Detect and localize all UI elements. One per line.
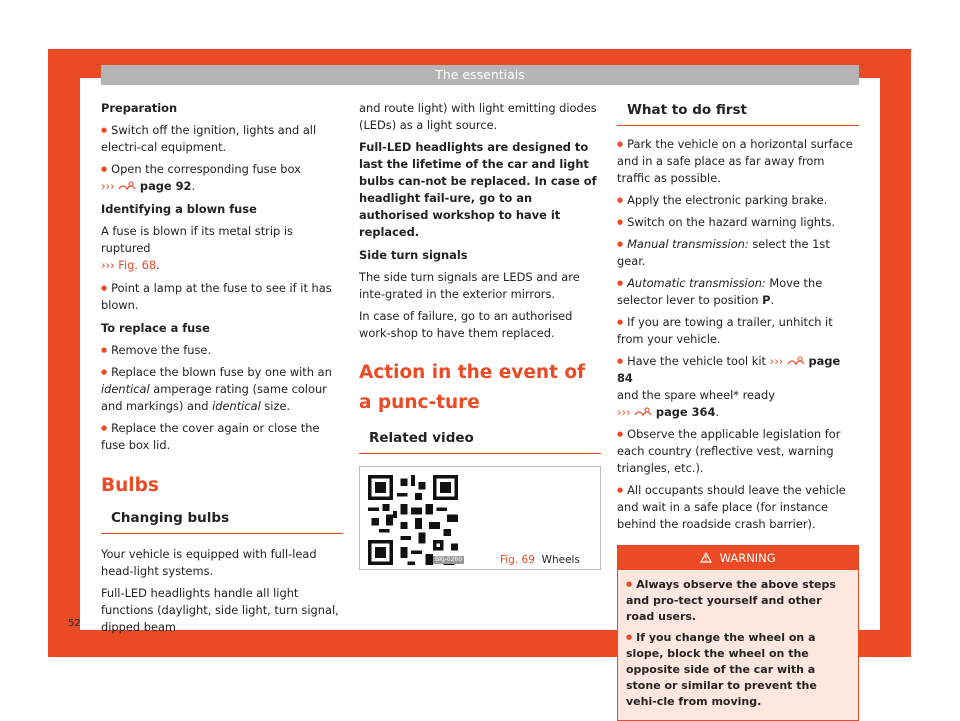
first-step-6: ● If you are towing a trailer, unhitch it from your vehicle. — [617, 314, 859, 348]
step-switch-off: ● Switch off the ignition, lights and all electri-cal equipment. — [101, 122, 343, 156]
figure-69 — [359, 466, 601, 570]
figure-code: BKJ-0260 — [435, 556, 463, 563]
related-video-heading: Related video — [359, 428, 601, 454]
book-reference-icon — [634, 407, 652, 417]
column-left — [101, 100, 343, 641]
column-right — [617, 100, 859, 721]
first-step-7: ● Have the vehicle tool kit ››› page 84 and the spare wheel* ready ››› page 364. — [617, 353, 859, 421]
page-link-92[interactable]: page 92 — [139, 179, 192, 193]
warning-item-1: ● Always observe the above steps and pro-tect yourself and other road users. — [626, 576, 850, 625]
warning-header: WARNING — [618, 546, 858, 570]
identify-text: A fuse is blown if its metal strip is ruptured ››› Fig. 68. — [101, 224, 293, 272]
identify-heading: Identifying a blown fuse — [101, 202, 257, 216]
warning-item-2: ● If you change the wheel on a slope, block the wheel on the opposite side of the car with a stone or similar to prevent the vehi-cle from moving. — [626, 629, 850, 710]
page-number: 52 — [68, 618, 81, 629]
fig-68-link[interactable]: ››› Fig. 68 — [101, 258, 157, 272]
step-open-fuse-box: ● Open the corresponding fuse box ››› page 92. — [101, 161, 343, 195]
replace-step-3: ● Replace the cover again or close the fuse box lid. — [101, 420, 343, 454]
first-step-4: ● Manual transmission: select the 1st gear. — [617, 236, 859, 270]
first-step-2: ● Apply the electronic parking brake. — [617, 192, 859, 209]
first-step-5: ● Automatic transmission: Move the selector lever to position P. — [617, 275, 859, 309]
page-link-84[interactable]: page 84 — [617, 354, 841, 385]
puncture-heading: Action in the event of a punc-ture — [359, 362, 586, 413]
figure-caption: Fig. 69 Wheels — [500, 554, 580, 566]
qr-code-icon[interactable] — [368, 475, 458, 565]
first-step-3: ● Switch on the hazard warning lights. — [617, 214, 859, 231]
bulbs-text-2: Full-LED headlights handle all light functions (daylight, side light, turn signal, dipped beam — [101, 586, 339, 634]
first-step-9: ● All occupants should leave the vehicle and wait in a safe place (for instance behind the roadside crash barrier). — [617, 482, 859, 533]
what-first-heading: What to do first — [617, 100, 859, 126]
led-text-2: Full-LED headlights are designed to last the lifetime of the car and light bulbs can-not be replaced. In case of headlight fail-ure, go to an authorised workshop to have it replaced. — [359, 140, 597, 239]
replace-step-1: ● Remove the fuse. — [101, 342, 343, 359]
bulbs-text-1: Your vehicle is equipped with full-lead head-light systems. — [101, 547, 317, 578]
replace-heading: To replace a fuse — [101, 321, 210, 335]
first-step-8: ● Observe the applicable legislation for each country (reflective vest, warning triangles, etc.). — [617, 426, 859, 477]
bulbs-heading: Bulbs — [101, 475, 159, 496]
side-turn-text-1: The side turn signals are LEDS and are inte-grated in the exterior mirrors. — [359, 270, 580, 301]
side-turn-text-2: In case of failure, go to an authorised work-shop to have them replaced. — [359, 309, 573, 340]
first-step-1: ● Park the vehicle on a horizontal surface and in a safe place as far away from traffic as possible. — [617, 136, 859, 187]
warning-box — [617, 545, 859, 721]
replace-step-2: ● Replace the blown fuse by one with an identical amperage rating (same colour and markings) and identical size. — [101, 364, 343, 415]
preparation-heading: Preparation — [101, 101, 178, 115]
page-link-364[interactable]: page 364 — [655, 405, 716, 419]
changing-bulbs-heading: Changing bulbs — [101, 508, 343, 534]
warning-triangle-icon — [700, 552, 712, 563]
lamp-text: ● Point a lamp at the fuse to see if it has blown. — [101, 280, 343, 314]
section-header: The essentials — [101, 65, 859, 85]
led-text-1: and route light) with light emitting diodes (LEDs) as a light source. — [359, 101, 597, 132]
side-turn-heading: Side turn signals — [359, 248, 468, 262]
book-reference-icon — [118, 181, 136, 191]
column-middle — [359, 100, 601, 570]
book-reference-icon — [787, 356, 805, 366]
ref-arrow[interactable]: ››› — [101, 179, 115, 193]
